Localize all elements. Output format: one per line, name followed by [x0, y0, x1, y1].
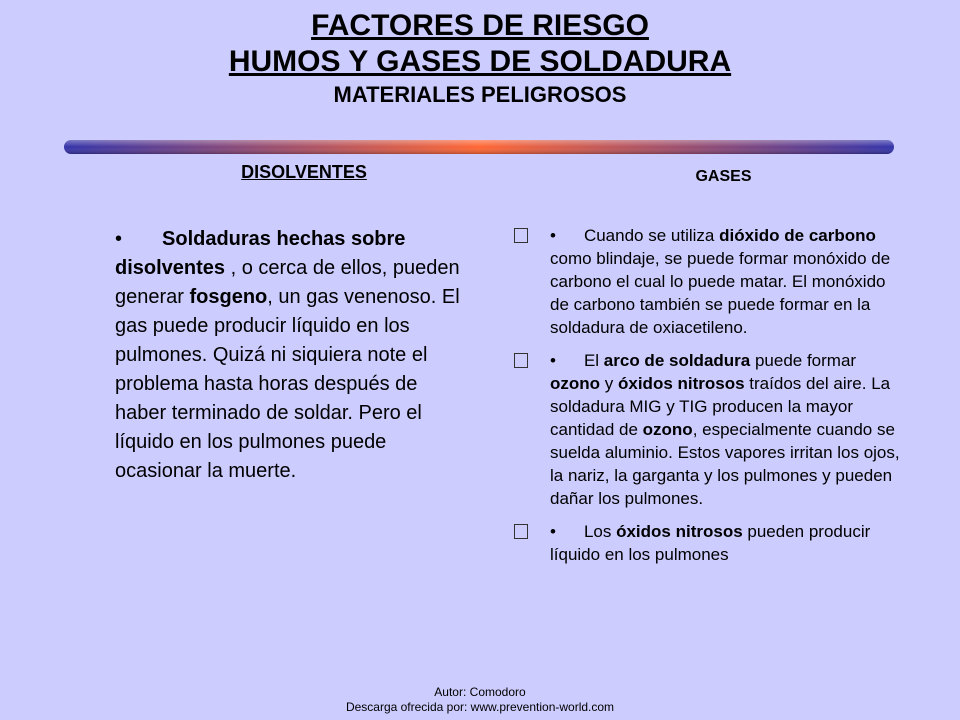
paragraph-disolventes: [115, 225, 465, 486]
bold-text: Soldaduras hechas sobre disolventes: [115, 228, 406, 279]
bold-text: arco de soldadura: [603, 351, 751, 370]
bold-text: fosgeno: [189, 286, 268, 308]
bullet-icon: •: [550, 522, 556, 541]
divider-bar: [64, 138, 894, 158]
text-span: como blindaje, se puede formar monóxido de carbono el cual lo puede matar. El monóxido de carbono también se puede formar en la soldadura de oxiacetileno.: [550, 249, 891, 337]
bullet-icon: •: [550, 226, 556, 245]
subtitle: MATERIALES PELIGROSOS: [333, 82, 627, 107]
title-line-1: FACTORES DE RIESGO: [311, 9, 649, 42]
text-span: Cuando se utiliza: [583, 226, 720, 245]
title-block: [0, 8, 960, 110]
text-span: , un gas venenoso. El gas puede producir líquido en los pulmones. Quizá ni siquiera note el problema hasta horas después de haber terminado de soldar. Pero el líquido en los pulmones puede ocasionar la muerte.: [115, 286, 460, 482]
text-span: puede formar: [750, 351, 857, 370]
text-span: pueden producir líquido en los pulmones: [550, 522, 871, 564]
list-item: [512, 224, 907, 339]
bold-text: ozono: [550, 374, 601, 393]
column-disolventes: [115, 158, 465, 486]
text-span: y: [600, 374, 618, 393]
text-span: , especialmente cuando se suelda aluminio. Estos vapores irritan los ojos, la nariz, la garganta y los pulmones y pueden dañar los pulmones.: [550, 420, 900, 508]
list-item-text: [550, 349, 907, 510]
text-span: , o cerca de ellos, pueden generar: [115, 257, 460, 308]
text-span: traídos del aire. La soldadura MIG y TIG producen la mayor cantidad de: [550, 374, 891, 439]
text-span: El: [583, 351, 604, 370]
column-gases: [512, 165, 907, 576]
heading-gases: GASES: [695, 168, 752, 185]
bold-text: ozono: [642, 420, 693, 439]
box-icon: [514, 524, 528, 539]
footer-download: Descarga ofrecida por: www.prevention-world.com: [345, 700, 615, 714]
list-item-text: [550, 224, 907, 339]
footer: [0, 685, 960, 715]
box-icon: [514, 353, 528, 368]
list-item: [512, 520, 907, 566]
box-icon: [514, 228, 528, 243]
list-item-text: [550, 520, 907, 566]
heading-disolventes: DISOLVENTES: [241, 162, 367, 182]
bold-text: óxidos nitrosos: [618, 374, 745, 393]
list-item: [512, 349, 907, 510]
bullet-icon: •: [115, 228, 123, 250]
footer-author: Autor: Comodoro: [434, 685, 526, 699]
bold-text: dióxido de carbono: [719, 226, 876, 245]
title-line-2: HUMOS Y GASES DE SOLDADURA: [228, 45, 732, 78]
text-span: Los: [583, 522, 617, 541]
bold-text: óxidos nitrosos: [616, 522, 743, 541]
bullet-icon: •: [550, 351, 556, 370]
